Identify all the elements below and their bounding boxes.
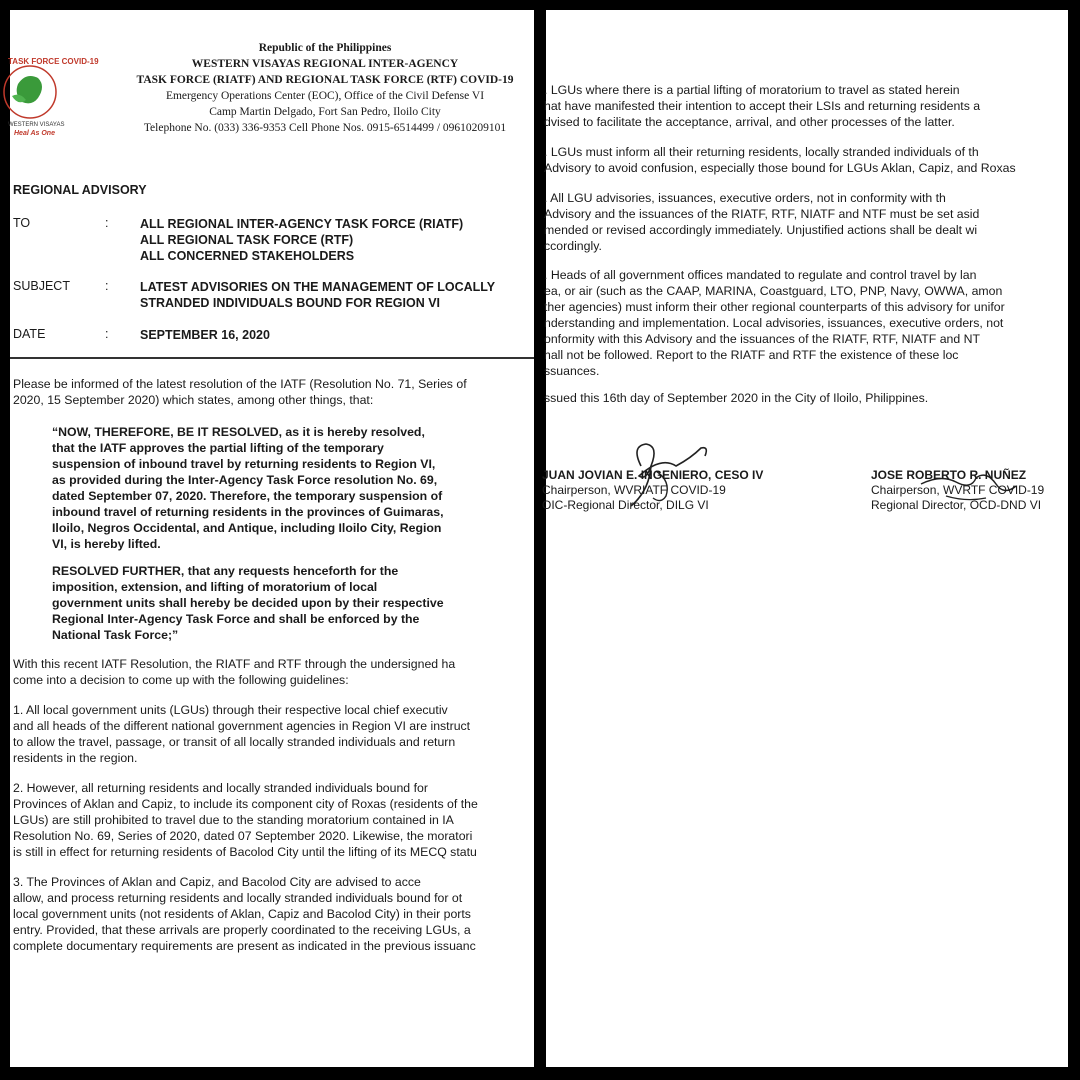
text-line: come into a decision to come up with the following guidelines: <box>13 673 349 687</box>
colon: : <box>105 279 109 293</box>
text-line: hat have manifested their intention to accept their LSIs and returning residents a <box>544 99 981 113</box>
text-line: Advisory to avoid confusion, especially those bound for LGUs Aklan, Capiz, and Roxas <box>544 161 1016 175</box>
text-line: ther agencies) must inform their other regional counterparts of this advisory for unifor <box>544 300 1005 314</box>
subject-line: STRANDED INDIVIDUALS BOUND FOR REGION VI <box>140 296 441 310</box>
subject-line: LATEST ADVISORIES ON THE MANAGEMENT OF LOCALLY <box>140 280 496 294</box>
text-line: . Heads of all government offices mandated to regulate and control travel by lan <box>544 268 977 282</box>
text-line: Iloilo, Negros Occidental, and Antique, including Iloilo City, Region <box>52 521 442 535</box>
to-recipients <box>140 216 463 264</box>
text-line: government units shall hereby be decided upon by their respective <box>52 596 444 610</box>
logo-motto: Heal As One <box>14 130 55 137</box>
text-line: to allow the travel, passage, or transit of all locally stranded individuals and return <box>13 735 456 749</box>
text-line: ea, or air (such as the CAAP, MARINA, Coastguard, LTO, PNP, Navy, OWWA, amon <box>544 284 1003 298</box>
letterhead-line: Republic of the Philippines <box>258 42 392 54</box>
text-line: allow, and process returning residents and locally stranded individuals bound for ot <box>13 891 463 905</box>
text-line: hall not be followed. Report to the RIATF and RTF the existence of these loc <box>544 348 959 362</box>
text-line: Advisory and the issuances of the RIATF, RTF, NIATF and NTF must be set asid <box>544 207 980 221</box>
text-line: local government units (not residents of Aklan, Capiz and Bacolod City) in their ports <box>13 907 471 921</box>
text-line: imposition, extension, and lifting of moratorium of local <box>52 580 378 594</box>
text-line: Please be informed of the latest resolution of the IATF (Resolution No. 71, Series of <box>13 377 467 391</box>
text-line: entry. Provided, that these arrivals are properly coordinated to the receiving LGUs, a <box>13 923 471 937</box>
guideline-item-4 <box>544 82 980 130</box>
text-line: VI, is hereby lifted. <box>52 537 161 551</box>
colon: : <box>105 327 109 341</box>
text-line: suspension of inbound travel by returning residents to Region VI, <box>52 457 436 471</box>
intro-paragraph <box>13 376 467 408</box>
text-line: RESOLVED FURTHER, that any requests henceforth for the <box>52 564 399 578</box>
logo-bottom-text: WESTERN VISAYAS <box>8 122 65 128</box>
guideline-item-5 <box>544 144 1016 176</box>
letterhead-line: TASK FORCE (RIATF) AND REGIONAL TASK FORCE (RTF) COVID-19 <box>136 74 514 86</box>
text-line: Provinces of Aklan and Capiz, to include its component city of Roxas (residents of the <box>13 797 478 811</box>
signatory-2 <box>871 468 1044 513</box>
signatory-title: OIC-Regional Director, DILG VI <box>542 498 709 512</box>
recipient: ALL REGIONAL TASK FORCE (RTF) <box>140 233 354 247</box>
advisory-page-1 <box>10 10 534 1067</box>
text-line: complete documentary requirements are present as indicated in the previous issuanc <box>13 939 476 953</box>
signatory-title: Chairperson, WVRTF COVID-19 <box>871 483 1045 497</box>
text-line: With this recent IATF Resolution, the RIATF and RTF through the undersigned ha <box>13 657 456 671</box>
date-label: DATE <box>13 327 46 341</box>
advisory-page-2 <box>542 10 1068 1067</box>
text-line: Resolution No. 69, Series of 2020, dated 07 September 2020. Likewise, the moratori <box>13 829 473 843</box>
text-line: . All LGU advisories, issuances, executive orders, not in conformity with th <box>544 191 946 205</box>
to-label: TO <box>13 216 31 230</box>
text-line: LGUs) are still prohibited to travel due to the standing moratorium contained in IA <box>13 813 454 827</box>
signatory-name: JUAN JOVIAN E. INGENIERO, CESO IV <box>542 468 764 482</box>
task-force-logo <box>8 46 99 138</box>
signatory-1 <box>542 468 763 513</box>
signatory-title: Regional Director, OCD-DND VI <box>871 498 1042 512</box>
text-line: 2020, 15 September 2020) which states, among other things, that: <box>13 393 374 407</box>
colon: : <box>105 216 109 230</box>
text-line: inbound travel of returning residents in the provinces of Guimaras, <box>52 505 444 519</box>
advisory-title: REGIONAL ADVISORY <box>13 183 147 197</box>
text-line: “NOW, THEREFORE, BE IT RESOLVED, as it is hereby resolved, <box>52 425 425 439</box>
text-line: dated September 07, 2020. Therefore, the temporary suspension of <box>52 489 443 503</box>
text-line: is still in effect for returning residents of Bacolod City until the lifting of its MECQ statu <box>13 845 477 859</box>
guideline-item-1 <box>13 702 470 766</box>
guideline-item-3 <box>13 874 476 954</box>
text-line: mended or revised accordingly immediately. Unjustified actions shall be dealt wi <box>544 223 978 237</box>
recipient: ALL REGIONAL INTER-AGENCY TASK FORCE (RIATF) <box>140 217 464 231</box>
text-line: 3. The Provinces of Aklan and Capiz, and Bacolod City are advised to acce <box>13 875 421 889</box>
text-line: Regional Inter-Agency Task Force and shall be enforced by the <box>52 612 420 626</box>
text-line: that the IATF approves the partial lifting of the temporary <box>52 441 384 455</box>
text-line: as provided during the Inter-Agency Task Force resolution No. 69, <box>52 473 438 487</box>
letterhead-line: WESTERN VISAYAS REGIONAL INTER-AGENCY <box>191 58 459 70</box>
letterhead <box>95 40 555 136</box>
subject-value <box>140 279 495 311</box>
issued-line: ssued this 16th day of September 2020 in the City of Iloilo, Philippines. <box>544 391 929 405</box>
recipient: ALL CONCERNED STAKEHOLDERS <box>140 249 355 263</box>
text-line: residents in the region. <box>13 751 138 765</box>
divider <box>10 357 534 359</box>
letterhead-line: Telephone No. (033) 336-9353 Cell Phone Nos. 0915-6514499 / 09610209101 <box>143 122 507 134</box>
text-line: and all heads of the different national government agencies in Region VI are instruct <box>13 719 471 733</box>
signatory-name: JOSE ROBERTO R. NUÑEZ <box>871 468 1027 482</box>
text-line: . LGUs where there is a partial lifting of moratorium to travel as stated herein <box>544 83 960 97</box>
guidelines-intro <box>13 656 455 688</box>
text-line: onformity with this Advisory and the issuances of the RIATF, RTF, NIATF and NT <box>544 332 981 346</box>
resolution-quote-1 <box>52 424 444 552</box>
text-line: ccordingly. <box>544 239 602 253</box>
text-line: ssuances. <box>544 364 600 378</box>
guideline-item-2 <box>13 780 478 860</box>
letterhead-line: Camp Martin Delgado, Fort San Pedro, Iloilo City <box>209 106 441 118</box>
date-value: SEPTEMBER 16, 2020 <box>140 328 270 342</box>
resolution-quote-2 <box>52 563 444 643</box>
text-line: dvised to facilitate the acceptance, arrival, and other processes of the latter. <box>544 115 955 129</box>
text-line: 2. However, all returning residents and locally stranded individuals bound for <box>13 781 428 795</box>
text-line: National Task Force;” <box>52 628 179 642</box>
text-line: 1. All local government units (LGUs) through their respective local chief executiv <box>13 703 448 717</box>
text-line: nderstanding and implementation. Local advisories, issuances, executive orders, not <box>544 316 1004 330</box>
text-line: . LGUs must inform all their returning residents, locally stranded individuals of th <box>544 145 979 159</box>
letterhead-line: Emergency Operations Center (EOC), Office of the Civil Defense VI <box>165 90 485 102</box>
guideline-item-7 <box>544 267 1005 379</box>
subject-label: SUBJECT <box>13 279 70 293</box>
logo-top-text: TASK FORCE COVID-19 <box>8 57 99 66</box>
signatory-title: Chairperson, WVRIATF COVID-19 <box>542 483 726 497</box>
guideline-item-6 <box>544 190 979 254</box>
